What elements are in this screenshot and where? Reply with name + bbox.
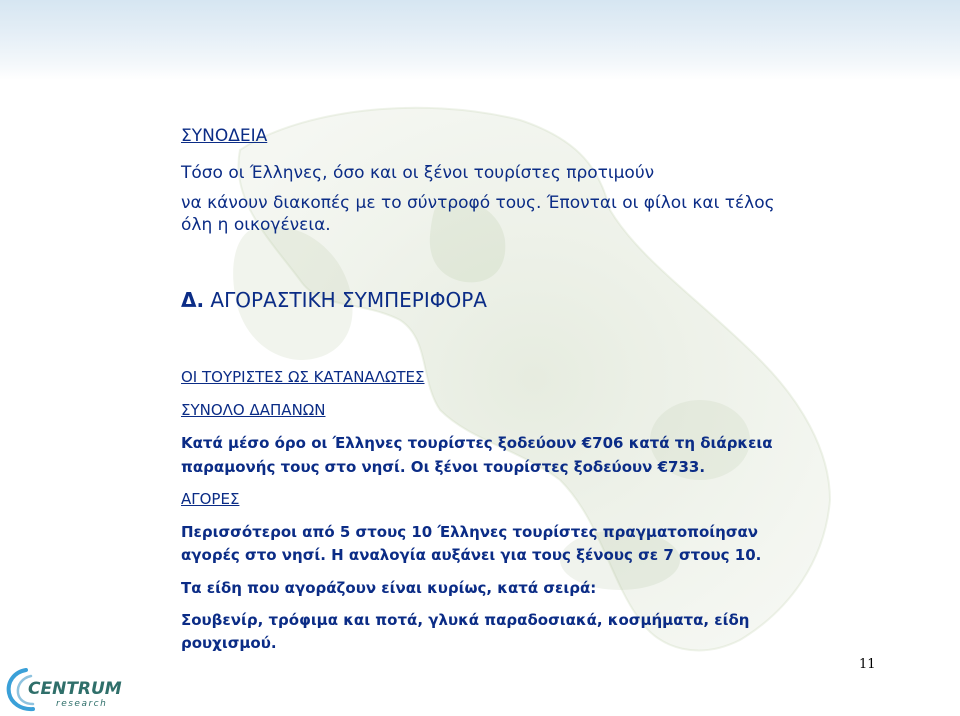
purchases-line-4: Σουβενίρ, τρόφιμα και ποτά, γλυκά παραδοσιακά, κοσμήματα, είδη — [181, 611, 750, 629]
companions-line-2: να κάνουν διακοπές με το σύντροφό τους. Έπονται οι φίλοι και τέλος — [181, 193, 775, 213]
purchases-title: ΑΓΟΡΕΣ — [181, 490, 240, 508]
logo-name: CENTRUM — [28, 679, 122, 699]
spending-subtitle: ΣΥΝΟΛΟ ΔΑΠΑΝΩΝ — [181, 401, 326, 419]
consumers-title: ΟΙ ΤΟΥΡΙΣΤΕΣ ΩΣ ΚΑΤΑΝΑΛΩΤΕΣ — [181, 368, 425, 386]
companions-line-3: όλη η οικογένεια. — [181, 215, 331, 235]
purchases-line-5: ρουχισμού. — [181, 634, 277, 652]
logo-sub: research — [56, 699, 108, 709]
section-heading-text: ΑΓΟΡΑΣΤΙΚΗ ΣΥΜΠΕΡΙΦΟΡΑ — [204, 288, 487, 312]
companions-title: ΣΥΝΟΔΕΙΑ — [181, 126, 268, 146]
centrum-logo — [4, 664, 122, 714]
purchases-line-1: Περισσότεροι από 5 στους 10 Έλληνες τουρίστες πραγματοποίησαν — [181, 523, 759, 541]
purchases-line-3: Τα είδη που αγοράζουν είναι κυρίως, κατά σειρά: — [181, 579, 597, 597]
spending-line-2: παραμονής τους στο νησί. Οι ξένοι τουρίστες ξοδεύουν €733. — [181, 458, 706, 476]
section-heading-prefix: Δ. — [181, 288, 205, 312]
companions-line-1: Τόσο οι Έλληνες, όσο και οι ξένοι τουρίστες προτιμούν — [181, 163, 655, 183]
section-heading — [181, 288, 487, 312]
page-number: 11 — [859, 657, 876, 672]
purchases-line-2: αγορές στο νησί. Η αναλογία αυξάνει για τους ξένους σε 7 στους 10. — [181, 546, 762, 564]
spending-line-1: Κατά μέσο όρο οι Έλληνες τουρίστες ξοδεύουν €706 κατά τη διάρκεια — [181, 434, 773, 452]
